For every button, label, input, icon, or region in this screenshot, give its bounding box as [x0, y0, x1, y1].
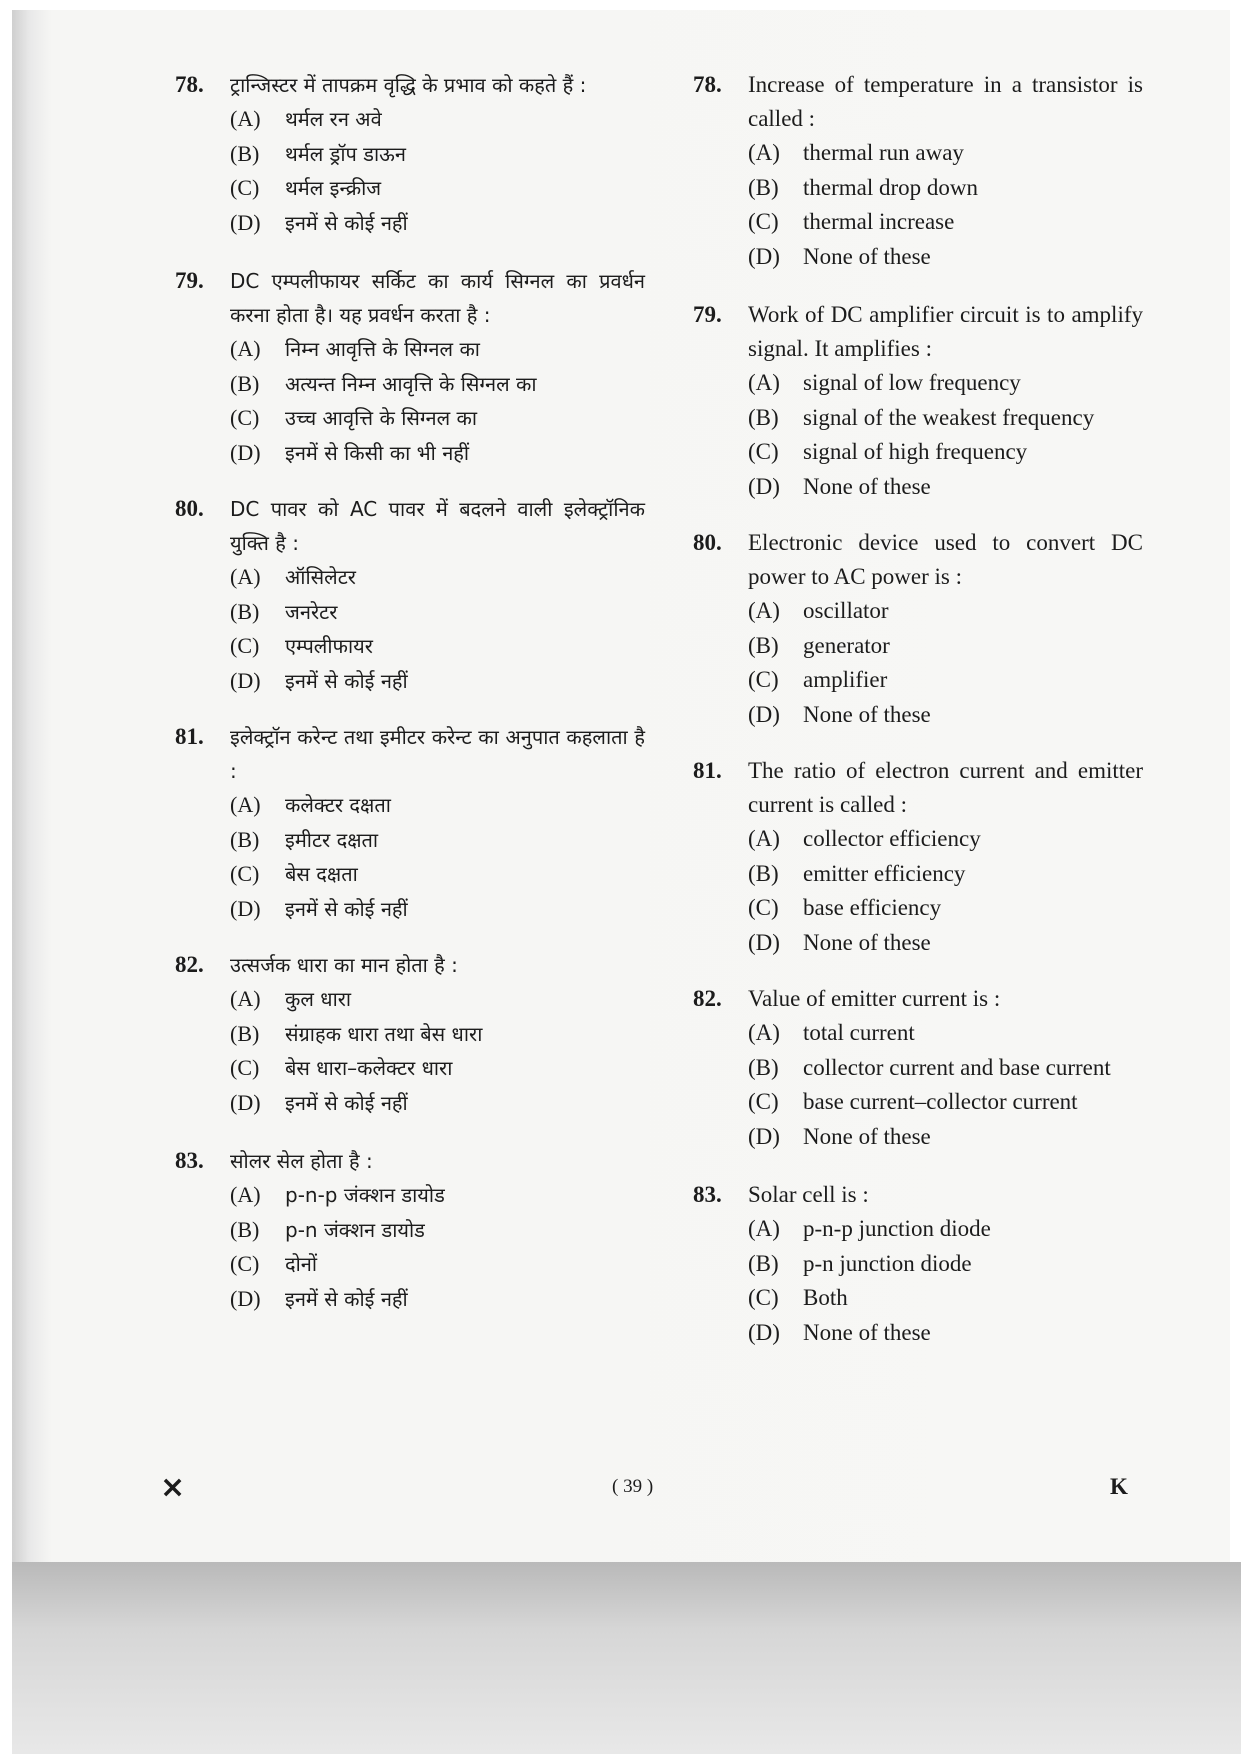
option-text: निम्न आवृत्ति के सिग्नल का [285, 337, 480, 361]
option-label: (C) [748, 1285, 779, 1310]
option-d [693, 470, 1143, 505]
option-text: एम्पलीफायर [285, 634, 373, 658]
option-text: thermal run away [803, 140, 964, 165]
question-78 [175, 68, 645, 240]
page-number: ( 39 ) [612, 1476, 654, 1497]
option-label: (B) [230, 140, 260, 166]
option-text: बेस धारा–कलेक्टर धारा [285, 1056, 453, 1080]
hindi-column [175, 68, 645, 1316]
question-text: उत्सर्जक धारा का मान होता है : [230, 953, 458, 977]
option-label: (B) [748, 632, 779, 658]
option-text: इनमें से कोई नहीं [285, 668, 408, 693]
option-c [693, 205, 1143, 240]
option-text: None of these [803, 929, 931, 955]
option-text: None of these [803, 1123, 931, 1149]
option-d [175, 1086, 645, 1121]
option-label: (D) [748, 1123, 780, 1149]
option-label: (A) [230, 792, 261, 817]
english-column [693, 68, 1143, 1350]
option-text: thermal drop down [803, 174, 979, 200]
option-label: (C) [748, 667, 779, 692]
option-label: (C) [230, 1251, 260, 1276]
option-text: बेस दक्षता [285, 862, 358, 886]
question-number: 79. [175, 268, 204, 293]
option-c [693, 1085, 1143, 1120]
option-d [175, 892, 645, 927]
question-83 [693, 1178, 1143, 1350]
option-label: (D) [230, 895, 261, 921]
option-label: (D) [748, 929, 780, 955]
option-label: (A) [748, 1020, 780, 1045]
option-label: (C) [748, 895, 779, 920]
option-text: उच्च आवृत्ति के सिग्नल का [285, 406, 478, 430]
question-number: 80. [175, 496, 204, 521]
series-code: K [1110, 1474, 1128, 1499]
option-b [175, 1017, 645, 1052]
option-text: कलेक्टर दक्षता [285, 793, 391, 817]
option-label: (A) [748, 140, 780, 165]
option-text: signal of high frequency [803, 439, 1028, 464]
option-text: signal of the weakest frequency [803, 404, 1095, 430]
option-text: दोनों [285, 1252, 318, 1276]
option-d [693, 926, 1143, 961]
question-80 [693, 526, 1143, 732]
option-label: (D) [230, 667, 261, 693]
option-label: (D) [230, 439, 261, 465]
option-c [175, 857, 645, 892]
option-d [693, 698, 1143, 733]
option-c [175, 629, 645, 664]
question-number: 81. [175, 724, 204, 749]
option-text: इमीटर दक्षता [285, 827, 379, 852]
question-text: The ratio of electron current and emitter current is called : [748, 758, 1143, 817]
question-text: DC पावर को AC पावर में बदलने वाली इलेक्ट्रॉनिक युक्ति है : [230, 497, 645, 555]
option-text: इनमें से कोई नहीं [285, 210, 408, 235]
option-label: (A) [748, 826, 780, 851]
option-b [175, 595, 645, 630]
option-b [693, 171, 1143, 206]
option-label: (A) [230, 564, 261, 589]
option-a [693, 366, 1143, 401]
question-number: 78. [693, 72, 722, 97]
question-80 [175, 492, 645, 698]
option-c [175, 171, 645, 206]
option-label: (A) [748, 1216, 780, 1241]
question-header [693, 298, 1143, 366]
option-a [693, 136, 1143, 171]
question-header [175, 1144, 645, 1178]
option-b [175, 367, 645, 402]
option-a [693, 594, 1143, 629]
option-text: collector efficiency [803, 826, 981, 851]
option-a [693, 822, 1143, 857]
option-text: amplifier [803, 667, 888, 692]
option-label: (D) [230, 1089, 261, 1115]
question-number: 82. [175, 952, 204, 977]
option-b [175, 823, 645, 858]
question-text: सोलर सेल होता है : [230, 1149, 373, 1173]
option-text: emitter efficiency [803, 860, 966, 886]
option-label: (B) [230, 1216, 260, 1242]
option-label: (B) [230, 826, 260, 852]
question-text: Work of DC amplifier circuit is to amplify signal. It amplifies : [748, 302, 1143, 361]
option-label: (D) [748, 243, 780, 269]
option-text: oscillator [803, 598, 889, 623]
option-c [693, 891, 1143, 926]
option-label: (C) [230, 861, 260, 886]
option-text: अत्यन्त निम्न आवृत्ति के सिग्नल का [285, 371, 537, 396]
option-text: generator [803, 632, 890, 658]
option-b [693, 401, 1143, 436]
option-label: (B) [748, 174, 779, 200]
question-number: 82. [693, 986, 722, 1011]
question-header [175, 948, 645, 982]
option-a [175, 102, 645, 137]
option-text: थर्मल ड्रॉप डाऊन [285, 141, 406, 166]
option-label: (B) [748, 1054, 779, 1080]
option-label: (C) [748, 1089, 779, 1114]
option-text: संग्राहक धारा तथा बेस धारा [285, 1021, 483, 1046]
question-header [175, 492, 645, 560]
option-a [175, 788, 645, 823]
option-label: (C) [230, 633, 260, 658]
question-81 [693, 754, 1143, 960]
option-text: इनमें से कोई नहीं [285, 896, 408, 921]
option-d [693, 1316, 1143, 1351]
question-header [693, 754, 1143, 822]
option-text: None of these [803, 701, 931, 727]
question-79 [693, 298, 1143, 504]
option-text: thermal increase [803, 209, 955, 234]
option-label: (C) [748, 439, 779, 464]
option-text: इनमें से किसी का भी नहीं [285, 440, 470, 465]
option-d [693, 240, 1143, 275]
option-text: p-n-p जंक्शन डायोड [285, 1183, 445, 1207]
option-text: ऑसिलेटर [285, 565, 356, 589]
question-number: 79. [693, 302, 722, 327]
question-text: इलेक्ट्रॉन करेन्ट तथा इमीटर करेन्ट का अनुपात कहलाता है : [230, 725, 645, 783]
question-header [175, 68, 645, 102]
option-a [175, 560, 645, 595]
option-b [693, 1051, 1143, 1086]
option-b [175, 137, 645, 172]
question-text: Electronic device used to convert DC power to AC power is : [748, 530, 1143, 589]
option-label: (A) [748, 598, 780, 623]
option-text: None of these [803, 1319, 931, 1345]
option-label: (B) [748, 860, 779, 886]
question-text: ट्रान्जिस्टर में तापक्रम वृद्धि के प्रभाव को कहते हैं : [230, 73, 587, 97]
option-label: (B) [748, 404, 779, 430]
question-number: 81. [693, 758, 722, 783]
question-text: Increase of temperature in a transistor is called : [748, 72, 1143, 131]
option-b [693, 1247, 1143, 1282]
question-header [693, 526, 1143, 594]
option-text: None of these [803, 243, 931, 269]
option-d [175, 206, 645, 241]
scan-shadow [12, 1562, 1241, 1754]
option-label: (A) [748, 370, 780, 395]
option-c [175, 1051, 645, 1086]
option-text: कुल धारा [285, 987, 352, 1011]
option-text: None of these [803, 473, 931, 499]
option-label: (A) [230, 106, 261, 131]
question-header [175, 720, 645, 788]
option-text: p-n जंक्शन डायोड [285, 1217, 425, 1242]
question-78 [693, 68, 1143, 274]
option-a [175, 1178, 645, 1213]
option-text: थर्मल इन्क्रीज [285, 176, 382, 200]
question-header [693, 982, 1143, 1016]
option-b [693, 629, 1143, 664]
option-text: Both [803, 1285, 848, 1310]
option-a [175, 332, 645, 367]
option-c [175, 401, 645, 436]
option-b [175, 1213, 645, 1248]
question-header [175, 264, 645, 332]
option-c [175, 1247, 645, 1282]
option-a [175, 982, 645, 1017]
option-text: collector current and base current [803, 1054, 1111, 1080]
option-d [693, 1120, 1143, 1155]
option-c [693, 1281, 1143, 1316]
option-label: (D) [748, 701, 780, 727]
option-label: (A) [230, 1182, 261, 1207]
footer-cross-mark: × [160, 1470, 186, 1505]
option-label: (D) [748, 1319, 780, 1345]
question-header [693, 68, 1143, 136]
question-number: 83. [175, 1148, 204, 1173]
option-text: total current [803, 1020, 915, 1045]
option-label: (A) [230, 336, 261, 361]
option-label: (C) [230, 1055, 260, 1080]
option-text: थर्मल रन अवे [285, 107, 382, 131]
question-text: Solar cell is : [748, 1182, 869, 1207]
question-81 [175, 720, 645, 926]
option-text: signal of low frequency [803, 370, 1021, 395]
option-text: p-n-p junction diode [803, 1216, 991, 1241]
option-label: (B) [230, 370, 260, 396]
question-82 [175, 948, 645, 1120]
option-text: इनमें से कोई नहीं [285, 1286, 408, 1311]
option-c [693, 435, 1143, 470]
option-label: (A) [230, 986, 261, 1011]
option-label: (B) [748, 1250, 779, 1276]
question-79 [175, 264, 645, 470]
option-label: (D) [230, 1285, 261, 1311]
option-a [693, 1212, 1143, 1247]
option-text: जनरेटर [285, 599, 338, 624]
option-label: (B) [230, 1020, 260, 1046]
option-label: (B) [230, 598, 260, 624]
question-83 [175, 1144, 645, 1316]
option-a [693, 1016, 1143, 1051]
option-d [175, 1282, 645, 1317]
option-b [693, 857, 1143, 892]
option-label: (C) [230, 405, 260, 430]
option-c [693, 663, 1143, 698]
question-text: Value of emitter current is : [748, 986, 1001, 1011]
option-label: (C) [230, 175, 260, 200]
question-number: 83. [693, 1182, 722, 1207]
question-number: 78. [175, 72, 204, 97]
question-82 [693, 982, 1143, 1154]
option-text: इनमें से कोई नहीं [285, 1090, 408, 1115]
option-d [175, 436, 645, 471]
option-text: p-n junction diode [803, 1250, 972, 1276]
option-text: base current–collector current [803, 1089, 1078, 1114]
question-text: DC एम्पलीफायर सर्किट का कार्य सिग्नल का प्रवर्धन करना होता है। यह प्रवर्धन करता है : [230, 269, 645, 327]
option-label: (C) [748, 209, 779, 234]
question-number: 80. [693, 530, 722, 555]
option-label: (D) [230, 209, 261, 235]
option-d [175, 664, 645, 699]
question-header [693, 1178, 1143, 1212]
option-text: base efficiency [803, 895, 942, 920]
option-label: (D) [748, 473, 780, 499]
